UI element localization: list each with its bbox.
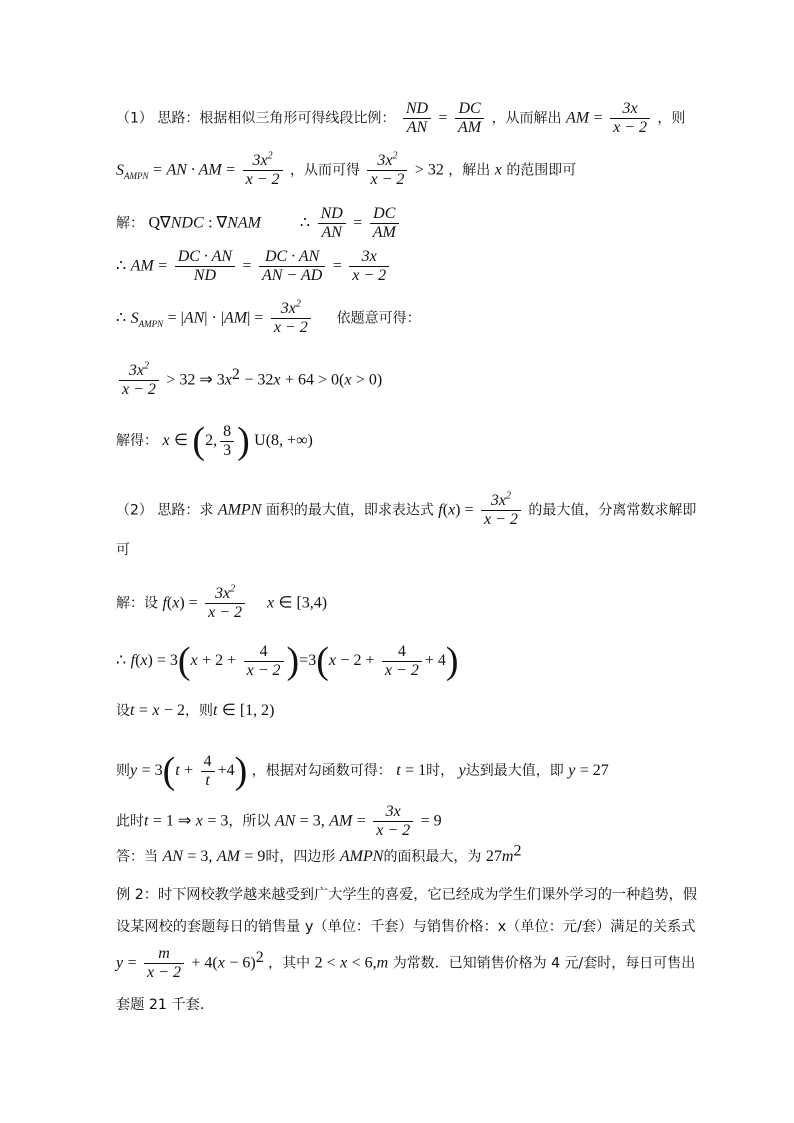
by-func-text: ，根据对勾函数可得： — [251, 763, 392, 779]
part2-thought-text: 思路：求 — [157, 502, 214, 519]
frac-m-x-2: $\frac{m}{x - 2}$ — [144, 945, 184, 982]
then-t-label: ，则 — [184, 703, 213, 719]
answer-text: 答：当 — [116, 849, 158, 865]
set-t-label: 设 — [116, 703, 130, 719]
example2-line2: 设某网校的套题每日的销售量 y（单位：千套）与销售价格：x（单位：元/套）满足的关系式 — [116, 919, 696, 935]
result-label: 解得： — [116, 433, 158, 449]
area-formula: ∴ $S_{AMPN} = |AN| \cdot |AM|$ = $\frac{3x^2}{x - 2}$ 依题意可得： — [116, 298, 421, 336]
area-expression: $\frac{3x^2}{x - 2}$ — [243, 152, 283, 189]
frac-4-t: $\frac{4}{t}$ — [201, 753, 215, 790]
frac-3x-x-2: $\frac{3x}{x - 2}$ — [349, 248, 389, 285]
ineq-frac: $\frac{3x^2}{x - 2}$ — [119, 362, 159, 399]
part1-line2-end: 的范围即可 — [506, 162, 577, 179]
am-expression: $\frac{3x}{x - 2}$ — [610, 100, 650, 137]
by-condition-text: 依题意可得： — [336, 310, 421, 327]
part2-label: （2） — [116, 502, 153, 519]
part2-solution-label: 解：设 — [116, 595, 158, 612]
area-inequality-frac: $\frac{3x^2}{x - 2}$ — [367, 152, 407, 189]
set-t: 设t = x − 2，则t ∈ [1, 2) — [116, 702, 275, 719]
solution-label: 解： — [116, 215, 144, 232]
answer-line: 答：当 AN = 3, AM = 9时，四边形 AMPN的面积最大，为 $27m^2$ — [116, 842, 522, 865]
frac-3x-x-2-b: $\frac{3x}{x - 2}$ — [373, 803, 413, 840]
part2-define-f: 解：设 f(x) = $\frac{3x^2}{x - 2}$ x ∈ [3,4) — [116, 583, 328, 621]
example2-line3-a: ，其中 — [268, 955, 311, 972]
fx-def-frac: $\frac{3x^2}{x - 2}$ — [205, 585, 245, 622]
answer-text2: 时，四边形 — [265, 849, 336, 865]
fx-transform: ∴ f(x) = 3(x + 2 + $\frac{4}{x - 2}$ )=3(x − 2 + $\frac{4}{x - 2}$ + 4) — [116, 640, 459, 682]
frac-8-3: $\frac{8}{3}$ — [220, 423, 234, 460]
frac-dc-an-an-ad: $\frac{DC \cdot AN}{AN - AD}$ — [259, 248, 325, 285]
ratio-dc-am: $\frac{DC}{AM}$ — [455, 100, 484, 137]
part2-thought-text2: 面积的最大值，即求表达式 — [265, 502, 434, 519]
part1-thought-line1: （1） 思路：根据相似三角形可得线段比例： $\frac{ND}{AN}$ = $\frac{DC}{AM}$ ，从而解出 AM = $\frac{3x}{x - 2}$ ，则 — [116, 100, 686, 136]
part2-thought-text3: 的最大值，分离常数求解即 — [528, 502, 697, 519]
part1-thought-line2: $S_{AMPN}$ = AN · AM = $\frac{3x^2}{x - 2}$ ，从而可得 $\frac{3x^2}{x - 2}$ > 32 ，解出 x 的范围即可 — [116, 150, 577, 188]
part2-thought-cont: 可 — [116, 542, 130, 558]
part1-tail-text: ，则 — [657, 110, 686, 127]
y-expression: 则y = 3(t + $\frac{4}{t}$ +4) ，根据对勾函数可得： t = 1时， y达到最大值，即 y = 27 — [116, 750, 609, 792]
frac-4-x-2: $\frac{4}{x - 2}$ — [244, 643, 284, 680]
example2-line3-b: 为常数．已知销售价格为 4 元/套时，每日可售出 — [392, 955, 696, 972]
area-frac: $\frac{3x^2}{x - 2}$ — [271, 300, 311, 337]
ratio-nd-an-2: $\frac{ND}{AN}$ — [318, 205, 346, 242]
am-derivation: ∴ AM = $\frac{DC \cdot AN}{ND}$ = $\frac{DC \cdot AN}{AN - AD}$ = $\frac{3x}{x - 2}$ — [116, 248, 392, 285]
example2-line3: y = $\frac{m}{x - 2}$ + $4(x - 6)^2$ ，其中 2 < x < 6,m 为常数．已知销售价格为 4 元/套时，每日可售出 — [116, 945, 696, 981]
part1-thought-text: 思路：根据相似三角形可得线段比例： — [157, 110, 396, 127]
part1-label: （1） — [116, 110, 153, 127]
ratio-nd-an: $\frac{ND}{AN}$ — [403, 100, 431, 137]
when-text: 时， — [426, 763, 455, 779]
part2-thought-line1: （2） 思路：求 AMPN 面积的最大值，即求表达式 f(x) = $\frac{3x^2}{x - 2}$ 的最大值，分离常数求解即 — [116, 490, 697, 528]
fx-frac: $\frac{3x^2}{x - 2}$ — [481, 492, 521, 529]
example2-line1: 例 2：时下网校教学越来越受到广大学生的喜爱，它已经成为学生们课外学习的一种趋势，假 — [116, 887, 698, 903]
at-this-time: 此时t = 1 ⇒ x = 3，所以 AN = 3, AM = $\frac{3x}{x - 2}$ = 9 — [116, 803, 442, 839]
ratio-dc-am-2: $\frac{DC}{AM}$ — [370, 205, 399, 242]
example2-line4: 套题 21 千套． — [116, 997, 215, 1013]
part1-line2-tail: ，解出 — [448, 162, 491, 179]
part1-line2-mid: ，从而可得 — [290, 162, 360, 179]
frac-4-x-2-b: $\frac{4}{x - 2}$ — [382, 643, 422, 680]
inequality-line: $\frac{3x^2}{x - 2}$ > 32 ⇒ $3x^2 - 32x + 64 > 0(x > 0)$ — [116, 362, 382, 399]
result-line: 解得： x ∈ (2, $\frac{8}{3}$ ) U(8, +∞) — [116, 420, 313, 462]
part1-solution-line1: 解： Q∇NDC : ∇NAM ∴ $\frac{ND}{AN}$ = $\frac{DC}{AM}$ — [116, 205, 402, 242]
reach-text: 达到最大值，即 — [465, 763, 564, 779]
answer-text3: 的面积最大，为 — [383, 849, 482, 865]
so-text: ，所以 — [228, 813, 271, 830]
part1-mid-text: ，从而解出 — [491, 110, 562, 127]
then-y-label: 则 — [116, 763, 130, 779]
frac-dc-an-nd: $\frac{DC \cdot AN}{ND}$ — [175, 248, 235, 285]
at-this-text: 此时 — [116, 813, 144, 830]
